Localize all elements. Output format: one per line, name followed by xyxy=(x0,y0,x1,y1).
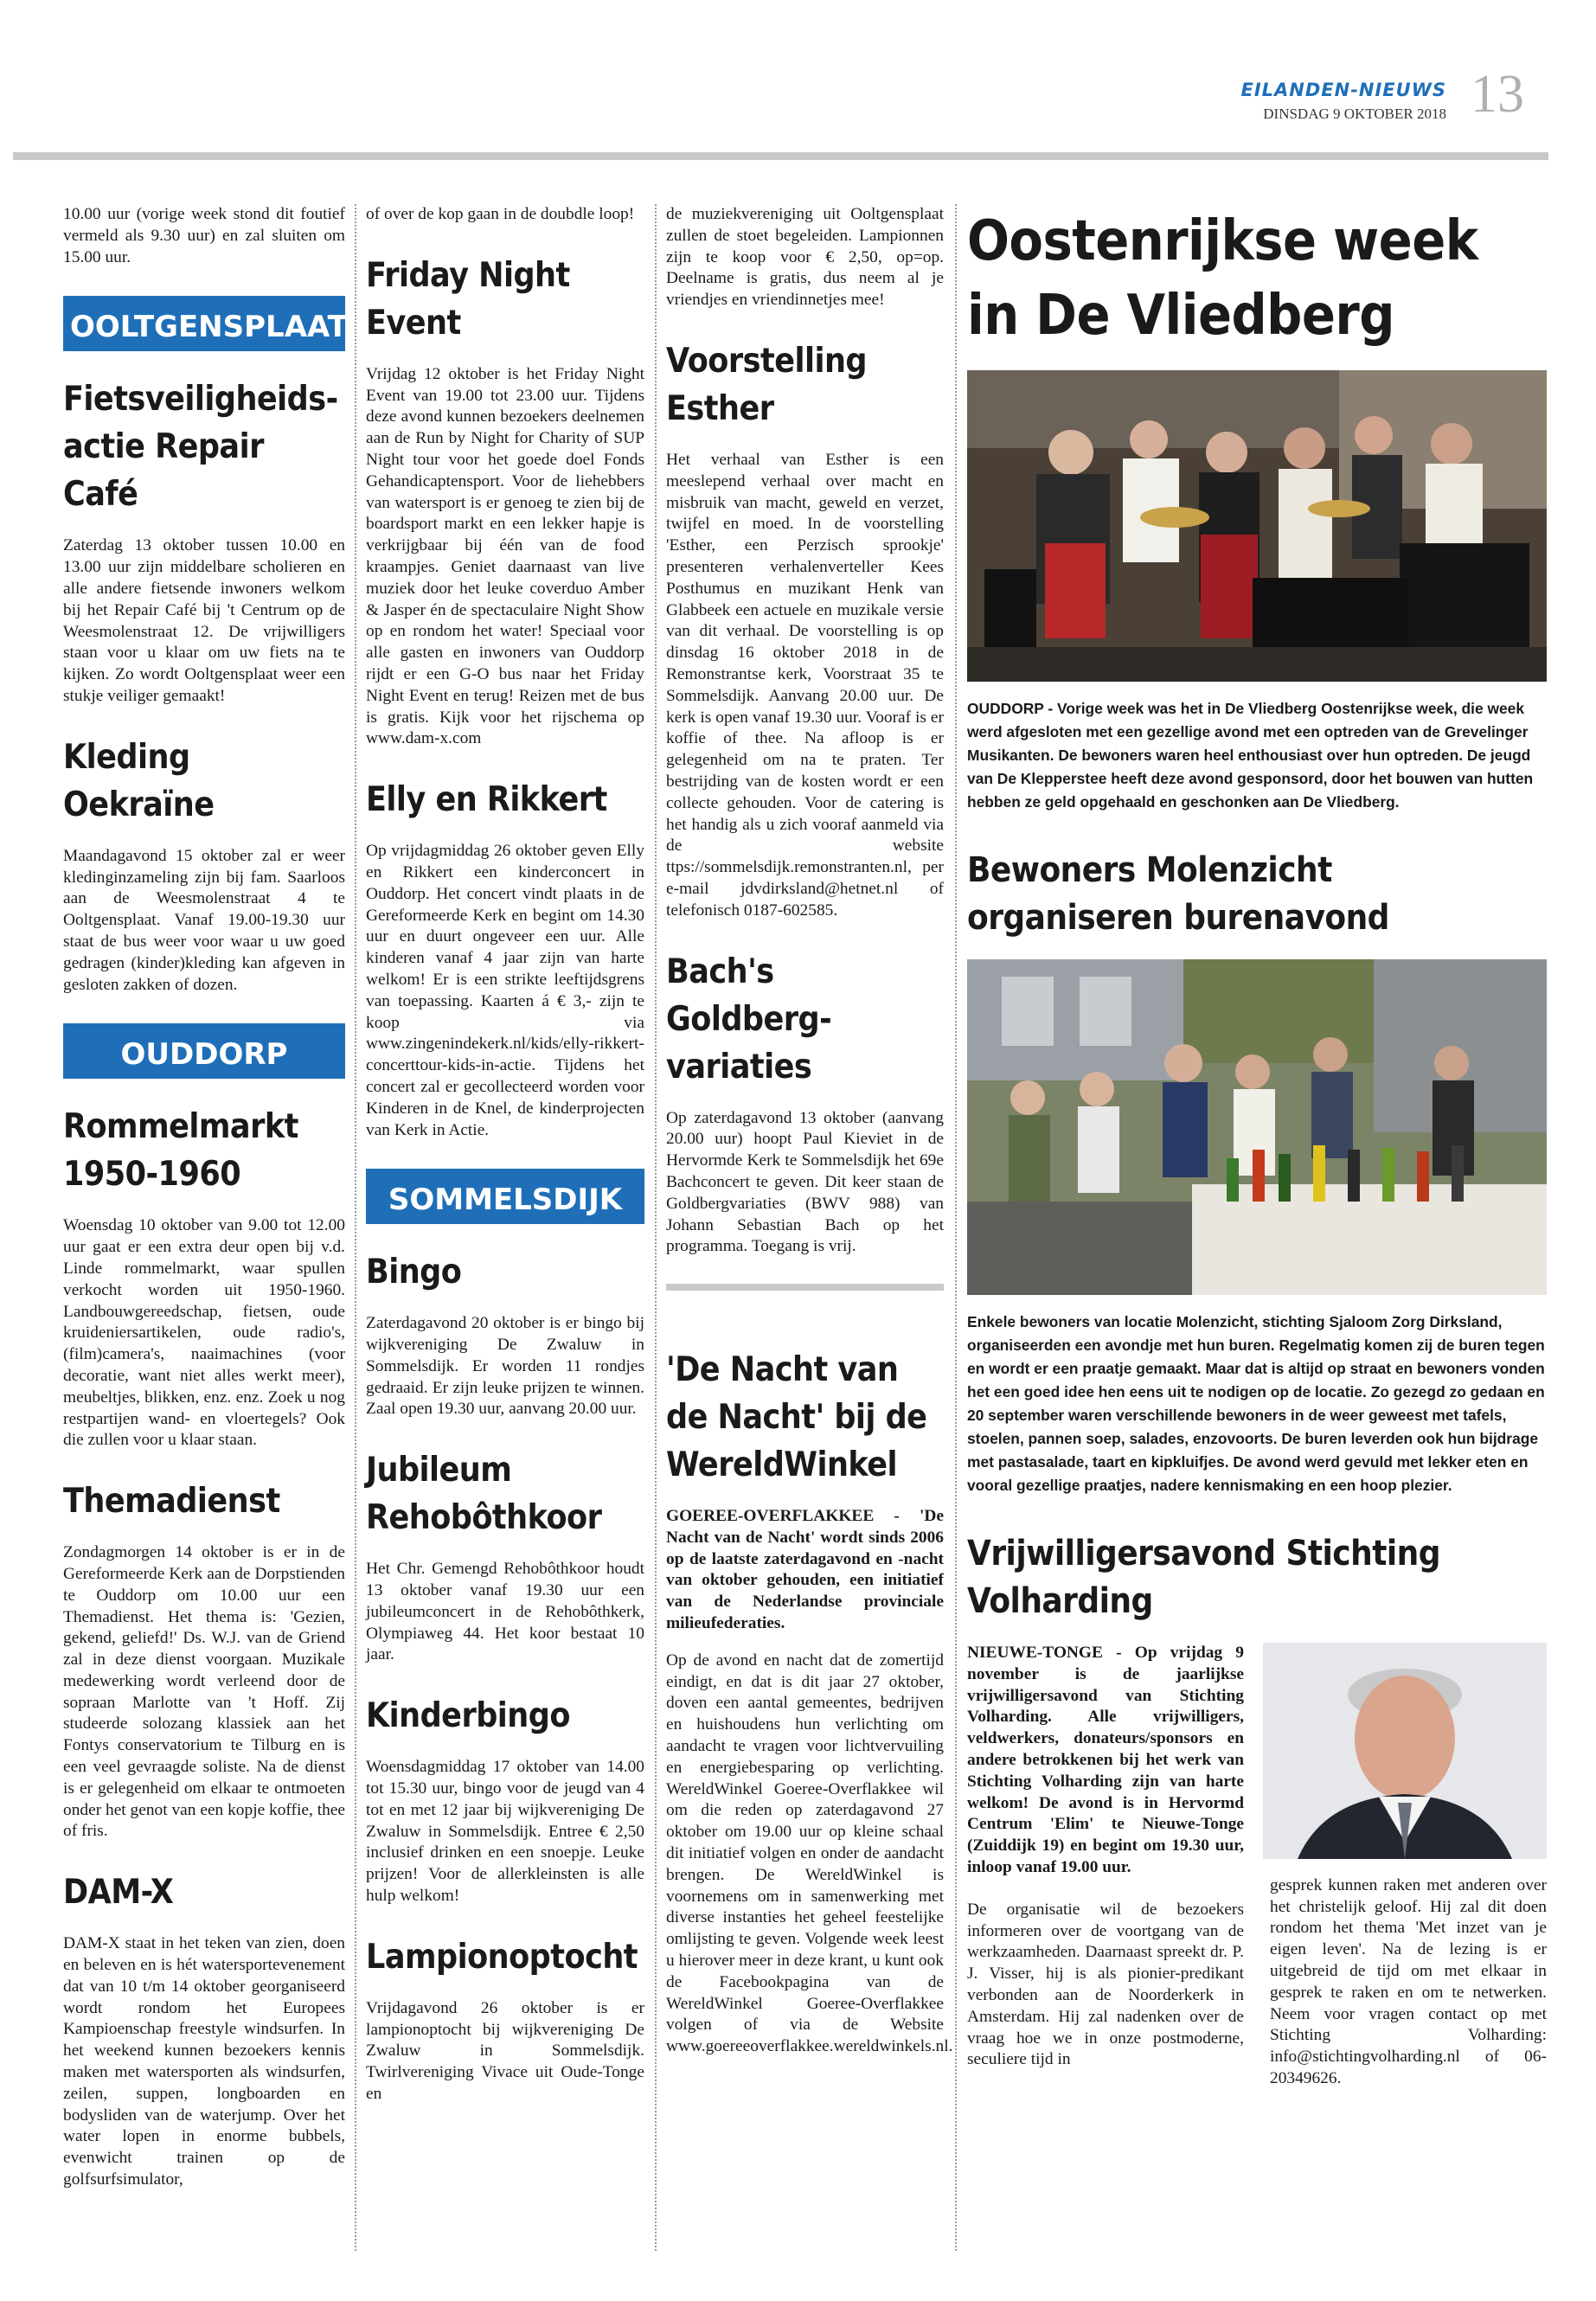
article-title: Jubileum Rehobôthkoor xyxy=(366,1451,602,1538)
article-body: Het Chr. Gemengd Rehobôthkoor houdt 13 oktober vanaf 19.30 uur een jubileumconcert in de Rehobôthkerk, Olympiaweg 44. Het koor bestaat 10 jaar. xyxy=(366,1560,644,1664)
article-body: Zondagmorgen 14 oktober is er in de Gereformeerde Kerk aan de Dorpstienden te Ouddorp om 10.00 uur een Themadienst. Het thema is: 'Gezien, gekend, geliefd!' Ds. W.J. van de Griend zal in deze dienst voorgaan. Muzikale medewerking wordt verleend door de sopraan Marlotte van 't Hoff. Zij studeerde solozang klassiek aan het Fontys conservatorium te Tilburg en is een veel gevraagde soliste. Na de dienst is er gelegenheid om elkaar te ontmoeten onder het genot van een kopje koffie, thee of fris. xyxy=(63,1543,345,1841)
article-lead: GOEREE-OVERFLAKKEE - 'De Nacht van de Nacht' wordt sinds 2006 op de laatste zaterdagavond en -nacht van oktober gehouden, een initiatief van de Nederlandse provinciale milieufederaties. xyxy=(666,1507,944,1633)
article-title: Kinderbingo xyxy=(366,1696,570,1736)
article-body: Het verhaal van Esther is een meeslepend verhaal over macht en misbruik van macht, geweld en verzet, twijfel en moed. In de voorstelling 'Esther, een Perzisch sprookje' presenteren verhalenverteller Kees Posthumus en muzikant Henk van Glabbeek een actuele en muzikale versie van dit verhaal. De voorstelling is op dinsdag 16 oktober 2018 in de Remonstrantse kerk, Voorstraat 35 te Sommelsdijk. Aanvang 20.00 uur. De kerk is open vanaf 19.30 uur. Vooraf is er koffie of thee. Na afloop is er gelegenheid om na te praten. Ter bestrijding van de kosten wordt er een collecte gehouden. Voor de catering is het handig als u zich vooraf aanmeld via de website ttps://sommelsdijk.remonstranten.nl, per e-mail jdvdirksland@hetnet.nl of telefonisch 0187-602585. xyxy=(666,450,944,920)
column-4 xyxy=(967,204,1547,2090)
column-separator xyxy=(955,204,957,2251)
article-body: Op vrijdagmiddag 26 oktober geven Elly en Rikkert een kinderconcert in Ouddorp. Het concert vindt plaats in de Gereformeerde Kerk en begint om 14.30 uur en duurt ongeveer een uur. Alle kinderen vanaf 4 jaar zijn van harte welkom! Er is een strikte leeftijdsgrens van toepassing. Kaarten á € 3,- zijn te koop via www.zingenindekerk.nl/kids/elly-rikkert-concerttour-kids-in-actie. Tijdens het concert zal er gecollecteerd worden voor Kinderen in de Knel, de kinderprojecten van Kerk in Actie. xyxy=(366,842,644,1139)
article-title: Friday Night Event xyxy=(366,255,570,343)
portrait-illustration xyxy=(1263,1643,1547,1859)
article-title: Bewoners Molenzicht organiseren burenavond xyxy=(967,850,1389,938)
column-separator xyxy=(655,204,657,2251)
article-title: Rommelmarkt 1950-1960 xyxy=(63,1107,298,1195)
neighbours-photo xyxy=(967,959,1547,1295)
article-continuation: 10.00 uur (vorige week stond dit foutief vermeld als 9.30 uur) en zal sluiten om 15.00 uur. xyxy=(63,205,345,266)
article-body: De organisatie wil de bezoekers informeren over de voortgang van de werkzaamheden. Daarnaast spreekt dr. P. J. Visser, hij is als pionier-predikant verbonden aan de Noorderkerk in Amsterdam. Hij zal nadenken over de vraag hoe we in onze postmoderne, seculiere tijd in xyxy=(967,1900,1244,2069)
article-title: Themadienst xyxy=(63,1482,280,1522)
band-photo xyxy=(967,370,1547,682)
article-body: DAM-X staat in het teken van zien, doen en beleven en is hét watersportevenement dat van 10 t/m 14 oktober georganiseerd wordt rondom het Europees Kampioenschap freestyle windsurfen. In het weekend kunnen bezoekers kennis maken met watersporten als windsurfen, zeilen, suppen, longboarden en bodysliden van de waterjump. Over het water lopen in enorme bubbels, evenwicht trainen op de golfsurfsimulator, xyxy=(63,1934,345,2189)
article-title: Elly en Rikkert xyxy=(366,780,607,820)
header-rule xyxy=(13,152,1548,160)
column-1 xyxy=(63,204,348,2217)
article-body: Zaterdag 13 oktober tussen 10.00 en 13.00 uur zijn middelbare scholieren en alle andere fietsende inwoners welkom bij het Repair Café bij 't Centrum op de Weesmolenstraat 12. De vrijwilligers staan voor u klaar om uw fiets na te kijken. Zo wordt Ooltgensplaat weer een stukje veiliger gemaakt! xyxy=(63,536,345,705)
portrait-photo xyxy=(1263,1643,1547,1859)
article-body: Op de avond en nacht dat de zomertijd eindigt, en dat is dit jaar 27 oktober, doven een aantal gemeentes, bedrijven en huishoudens hun verlichting om aandacht te vragen voor lichtvervuiling en energiebesparing op verlichting. WereldWinkel Goeree-Overflakkee wil om die reden op zaterdagavond 27 oktober om 19.00 uur op kleine schaal dit initiatief volgen en onder de aandacht brengen. De WereldWinkel is voornemens om in samenwerking met diverse instanties het geheel feestelijke omlijsting te geven. Volgende week leest u hierover meer in deze krant, u kunt ook de Facebookpagina van de WereldWinkel Goeree-Overflakkee volgen of via de Website www.goereeoverflakkee.wereldwinkels.nl. xyxy=(666,1650,953,2056)
masthead-brand: EILANDEN-NIEUWS xyxy=(1240,80,1446,100)
article-title: 'De Nacht van de Nacht' bij de WereldWinkel xyxy=(666,1350,927,1485)
section-kicker-ouddorp: OUDDORP xyxy=(63,1023,345,1079)
article-body: Maandagavond 15 oktober zal er weer kledinginzameling zijn bij fam. Saarloos aan de Weesmolenstraat 4 te Ooltgensplaat. Vanaf 19.00-19.30 uur staat de bus weer voor waar u uw goed gedragen (kinder)kleding kan afgeven in gesloten zakken of dozen. xyxy=(63,846,345,994)
section-kicker-sommelsdijk: SOMMELSDIJK xyxy=(366,1169,644,1224)
band-photo-illustration xyxy=(967,370,1547,682)
article-title: Oostenrijkse week in De Vliedberg xyxy=(967,209,1478,348)
article-title: Voorstelling Esther xyxy=(666,341,867,428)
article-title: Bach's Goldberg-variaties xyxy=(666,952,832,1086)
article-body: gesprek kunnen raken met anderen over het christelijk geloof. Hij zal dit doen rondom het thema 'Met inzet van je eigen leven'. Na de lezing is er uitgebreid de tijd om met elkaar in gesprek te raken en om te netwerken. Neem voor vragen contact op met Stichting Volharding: info@stichtingvolharding.nl of 06-20349626. xyxy=(1270,1875,1547,2087)
article-title: Fietsveiligheids-actie Repair Café xyxy=(63,380,338,515)
volharding-article xyxy=(967,1643,1547,2090)
section-kicker-ooltgensplaat: OOLTGENSPLAAT xyxy=(63,296,345,351)
column-2 xyxy=(366,204,644,2131)
photo-caption: OUDDORP - Vorige week was het in De Vliedberg Oostenrijkse week, die week werd afgesloten met een gezellige avond met een optreden van de Grevelinger Musikanten. De bewoners waren heel enthousiast over hun optreden. De jeugd van De Klepperstee heeft deze avond gesponsord, door het bouwen van hutten hebben ze geld opgehaald en geschonken aan De Vliedberg. xyxy=(967,700,1534,811)
article-continuation: of over de kop gaan in de doubdle loop! xyxy=(366,205,635,223)
neighbours-photo-illustration xyxy=(967,959,1547,1295)
article-body: Zaterdagavond 20 oktober is er bingo bij wijkvereniging De Zwaluw in Sommelsdijk. Er worden 11 rondjes gedraaid. Er zijn leuke prijzen te winnen. Zaal open 19.30 uur, aanvang 20.00 uur. xyxy=(366,1314,644,1419)
article-body: Woensdagmiddag 17 oktober van 14.00 tot 15.30 uur, bingo voor de jeugd van 4 tot en met 12 jaar bij wijkvereniging De Zwaluw in Sommelsdijk. Entree € 2,50 inclusief drinken en een snoepje. Leuke prijzen! Voor de allerkleinsten is alle hulp welkom! xyxy=(366,1758,644,1906)
article-title: Vrijwilligersavond Stichting Volharding xyxy=(967,1534,1440,1621)
column-separator xyxy=(355,204,356,2251)
article-lead: NIEUWE-TONGE - Op vrijdag 9 november is de jaarlijkse vrijwilligersavond van Stichting Volharding. Alle vrijwilligers, veldwerkers, donateurs/sponsors en andere betrokkenen bij het werk van Stichting Volharding zijn van harte welkom! De avond is in Hervormd Centrum 'Elim' te Nieuwe-Tonge (Zuiddijk 19) en begint om 19.30 uur, inloop vanaf 19.00 uur. xyxy=(967,1644,1244,1876)
article-body: Vrijdag 12 oktober is het Friday Night Event van 19.00 tot 23.00 uur. Tijdens deze avond kunnen bezoekers deelnemen aan de Run by Night for Charity of SUP Night tour voor het goede doel Fonds Gehandicaptensport. Voor de liehebbers van watersport is er genoeg te zien bij de boardsport markt en een lekker hapje is verkrijgbaar bij één van de food kraampjes. Geniet daarnaast van live muziek door het leuke coverduo Amber & Jasper én de spectaculaire Night Show op en rondom het water! Speciaal voor alle gasten en inwoners van Ouddorp rijdt er een G-O bus naar het Friday Night Event en terug! Reizen met de bus is gratis. Kijk voor het rijschema op www.dam-x.com xyxy=(366,364,644,748)
section-divider xyxy=(666,1284,944,1291)
article-body: Vrijdagavond 26 oktober is er lampionoptocht bij wijkvereniging De Zwaluw in Sommelsdijk. Twirlvereniging Vivace uit Oude-Tonge en xyxy=(366,1998,644,2104)
article-body: Op zaterdagavond 13 oktober (aanvang 20.00 uur) hoopt Paul Kieviet in de Hervormde Kerk te Sommelsdijk het 69e Bachconcert te geven. Dit keer staan de Goldbergvariaties (BWV 988) van Johann Sebastian Bach op het programma. Toegang is vrij. xyxy=(666,1108,944,1256)
column-3 xyxy=(666,204,953,2084)
article-title: Bingo xyxy=(366,1253,462,1292)
article-title: Kleding Oekraïne xyxy=(63,737,215,824)
article-body: Woensdag 10 oktober van 9.00 tot 12.00 uur gaat er een extra deur open bij v.d. Linde rommelmarkt, waar spullen verkocht worden uit 1950-1960. Landbouwgereedschap, fietsen, oude kruideniersartikelen, oude radio's, (film)camera's, naaimachines (voor decoratie, want niet alles werkt meer), meubeltjes, blikken, enz. enz. Zoek u nog restpartijen wand- en vloertegels? Ook die zullen voor u klaar staan. xyxy=(63,1216,345,1450)
article-title: DAM-X xyxy=(63,1873,174,1913)
article-title: Lampionoptocht xyxy=(366,1937,638,1977)
article-continuation: de muziekvereniging uit Ooltgensplaat zullen de stoet begeleiden. Lampionnen zijn te koop voor € 2,50, op=op. Deelname is gratis, dus neem al je vriendjes en vriendinnetjes mee! xyxy=(666,205,944,310)
photo-caption: Enkele bewoners van locatie Molenzicht, stichting Sjaloom Zorg Dirksland, organiseerden een avondje met hun buren. Regelmatig komen zij de buren tegen en wordt er een praatje gemaakt. Maar dat is altijd op straat en bewoners vonden het een goed idee hen eens uit te nodigen op de locatie. Zo gezegd zo gedaan en 20 september waren verschillende bewoners in de weer geweest met tafels, stoelen, pannen soep, salades, enzovoorts. De buren leverden ook hun bijdrage met pastasalade, taart en kipkluifjes. De avond werd gevuld met lekker eten en vooral gezellige praatjes, nadere kennismaking en een hoop plezier. xyxy=(967,1313,1545,1494)
page-number: 13 xyxy=(1471,65,1524,124)
issue-date: DINSDAG 9 OKTOBER 2018 xyxy=(1263,106,1446,122)
